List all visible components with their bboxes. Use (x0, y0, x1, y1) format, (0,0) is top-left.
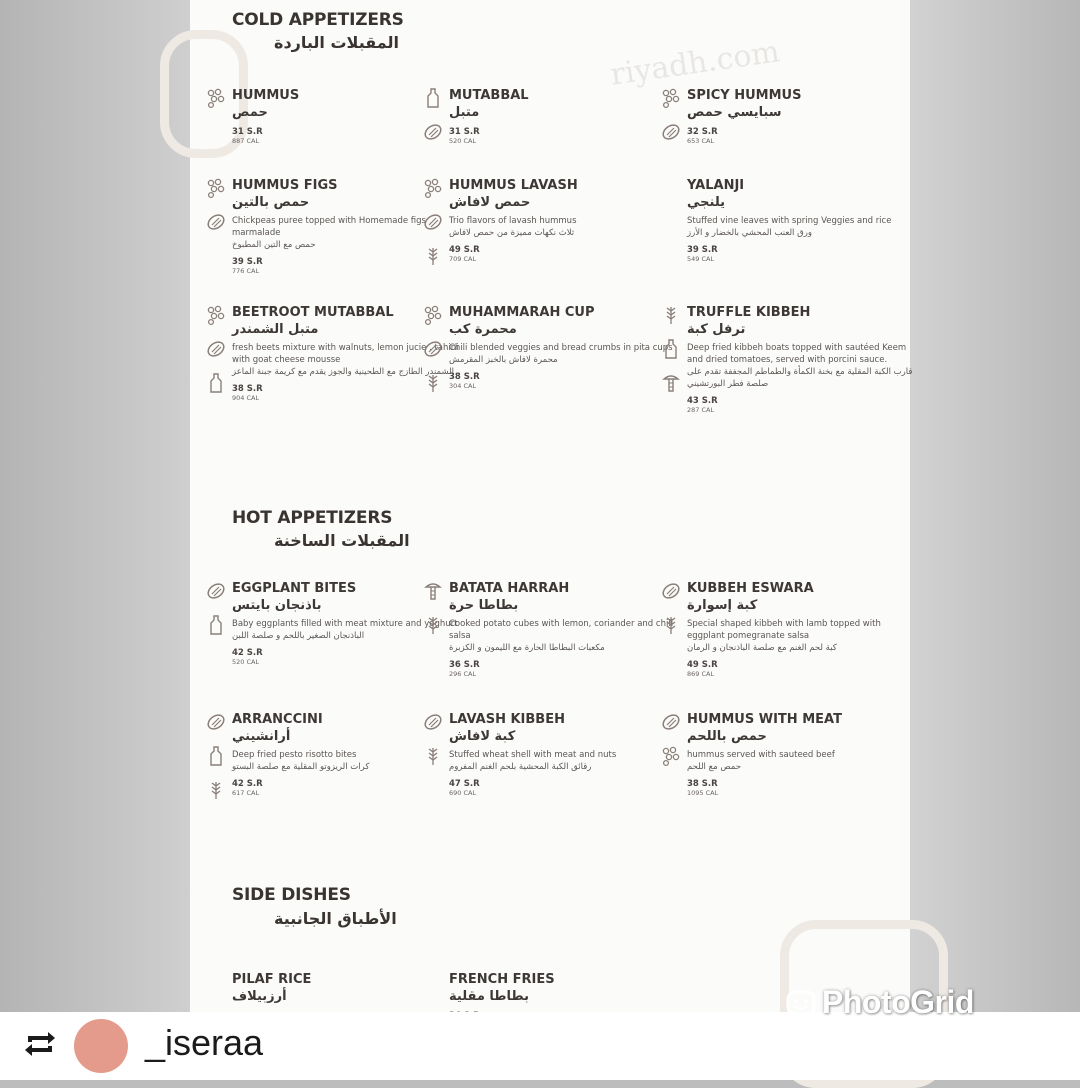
item-name-arabic: ترفل كبة (687, 322, 746, 337)
item-name: YALANJI (687, 178, 745, 193)
item-icons (423, 178, 445, 280)
item-name: LAVASH KIBBEH (449, 712, 565, 727)
item-calories: 304 CAL (449, 382, 477, 390)
wheat-icon (423, 615, 443, 635)
item-price: 49 S.R (449, 245, 480, 255)
bread-icon (206, 581, 226, 601)
wheat-icon (423, 246, 443, 266)
item-price: 36 S.R (449, 660, 480, 670)
item-description: Stuffed wheat shell with meat and nuts (449, 750, 617, 760)
menu-item (687, 88, 917, 145)
item-name: PILAF RICE (232, 972, 312, 987)
item-icons (206, 712, 228, 814)
item-price: 42 S.R (232, 779, 263, 789)
item-icons (423, 305, 445, 407)
chickpeas-icon (206, 88, 226, 108)
chickpeas-icon (206, 178, 226, 198)
bread-icon (206, 212, 226, 232)
item-name: MUTABBAL (449, 88, 529, 103)
item-price: 31 S.R (449, 127, 480, 137)
item-description-arabic: كبة لحم الغنم مع صلصة الباذنجان و الرمان (687, 643, 837, 653)
item-calories: 296 CAL (449, 670, 477, 678)
item-description: Cooked potato cubes with lemon, coriander and chili salsa (449, 619, 674, 641)
item-price: 42 S.R (232, 648, 263, 658)
bread-icon (423, 712, 443, 732)
item-icons (423, 88, 445, 156)
item-name: KUBBEH ESWARA (687, 581, 814, 596)
item-name: BEETROOT MUTABBAL (232, 305, 394, 320)
section-title-hot: HOT APPETIZERS (232, 508, 393, 528)
item-description-arabic: قارب الكبة المقلية مع بخنة الكمأة والطماطم المجففة تقدم على صلصة فطر البورتشيني (687, 367, 913, 389)
item-name: HUMMUS WITH MEAT (687, 712, 842, 727)
item-description-arabic: محمرة لافاش بالخبز المقرمش (449, 355, 558, 365)
bottle-icon (206, 746, 226, 766)
watermark-text: riyadh.com (608, 34, 782, 93)
bread-icon (661, 581, 681, 601)
item-icons (423, 712, 445, 780)
item-description: Chili blended veggies and bread crumbs in pita cups (449, 343, 673, 353)
bread-icon (206, 339, 226, 359)
item-description-arabic: الباذنجان الصغير باللحم و صلصة اللبن (232, 631, 365, 641)
item-icons (423, 581, 445, 649)
menu-item (232, 972, 462, 1011)
bread-icon (423, 212, 443, 232)
item-name: HUMMUS (232, 88, 300, 103)
section-title-hot-arabic: المقبلات الساخنة (274, 531, 410, 550)
item-name: TRUFFLE KIBBEH (687, 305, 811, 320)
item-name: MUHAMMARAH CUP (449, 305, 595, 320)
menu-item (687, 178, 917, 263)
photogrid-watermark (786, 984, 974, 1021)
item-description: Deep fried kibbeh boats topped with sautéed Keem and dried tomatoes, served with porcini sauce. (687, 343, 907, 365)
item-price: 31 S.R (232, 127, 263, 137)
item-description: Baby eggplants filled with meat mixture and yoghurt (232, 619, 458, 629)
wheat-icon (206, 780, 226, 800)
item-price: 39 S.R (687, 245, 718, 255)
item-name-arabic: بطاطا مقلية (449, 989, 529, 1004)
item-name-arabic: كبة لافاش (449, 729, 516, 744)
item-name: HUMMUS LAVASH (449, 178, 578, 193)
item-price: 38 S.R (449, 372, 480, 382)
item-calories: 904 CAL (232, 394, 260, 402)
item-calories: 520 CAL (232, 658, 260, 666)
chickpeas-icon (423, 178, 443, 198)
menu-item (449, 178, 679, 263)
item-calories: 887 CAL (232, 137, 260, 145)
item-name-arabic: حمص بالتين (232, 195, 310, 210)
item-price: 32 S.R (687, 127, 718, 137)
background-left (0, 0, 190, 1080)
item-icons (206, 88, 228, 122)
item-description-arabic: حمص مع اللحم (687, 762, 741, 772)
menu-item (449, 305, 679, 390)
item-name-arabic: محمرة كب (449, 322, 517, 337)
item-description: Stuffed vine leaves with spring Veggies and rice (687, 216, 892, 226)
item-name-arabic: بطاطا حرة (449, 598, 519, 613)
menu-page (190, 0, 913, 1012)
chickpeas-icon (661, 88, 681, 108)
item-price: 47 S.R (449, 779, 480, 789)
item-name-arabic: أرزبيلاف (232, 989, 287, 1004)
menu-item (449, 581, 679, 678)
item-calories: 1095 CAL (687, 789, 719, 797)
menu-item (687, 581, 917, 678)
item-calories: 709 CAL (449, 255, 477, 263)
item-name-arabic: حمص باللحم (687, 729, 767, 744)
chickpeas-icon (423, 305, 443, 325)
item-description-arabic: مكعبات البطاطا الحارة مع الليمون و الكزبرة (449, 643, 605, 653)
item-name: HUMMUS FIGS (232, 178, 338, 193)
bread-icon (423, 339, 443, 359)
item-price: 49 S.R (687, 660, 718, 670)
menu-item (687, 712, 917, 797)
item-calories: 869 CAL (687, 670, 715, 678)
mushroom-icon (661, 373, 681, 393)
item-calories: 776 CAL (232, 267, 260, 275)
bread-icon (206, 712, 226, 732)
section-title-cold: COLD APPETIZERS (232, 10, 404, 30)
item-name-arabic: كبة إسوارة (687, 598, 758, 613)
item-calories: 690 CAL (449, 789, 477, 797)
item-name-arabic: حمص لافاش (449, 195, 531, 210)
item-calories: 653 CAL (687, 137, 715, 145)
item-calories: 520 CAL (449, 137, 477, 145)
item-name: EGGPLANT BITES (232, 581, 357, 596)
item-name-arabic: حمص (232, 105, 268, 120)
wheat-icon (661, 305, 681, 325)
item-price: 39 S.R (232, 257, 263, 267)
item-name-arabic: متبل الشمندر (232, 322, 319, 337)
chickpeas-icon (206, 305, 226, 325)
item-description-arabic: حمص مع التين المطبوخ (232, 240, 316, 250)
item-description-arabic: ورق العنب المحشي بالخضار و الأرز (687, 228, 812, 238)
item-description: fresh beets mixture with walnuts, lemon jucie , tahini with goat cheese mousse (232, 343, 459, 365)
item-description-arabic: كرات الريزوتو المقلية مع صلصة البستو (232, 762, 370, 772)
menu-item (687, 305, 917, 414)
item-description: Deep fried pesto risotto bites (232, 750, 357, 760)
item-description-arabic: رقائق الكبة المحشية بلحم الغنم المفروم (449, 762, 592, 772)
bottle-icon (423, 88, 443, 108)
item-icons (661, 305, 683, 407)
item-description: Chickpeas puree topped with Homemade figs marmalade (232, 216, 426, 238)
item-calories: 617 CAL (232, 789, 260, 797)
bread-icon (423, 122, 443, 142)
item-calories: 287 CAL (687, 406, 715, 414)
repost-username[interactable]: _iseraa (145, 1022, 264, 1063)
chickpeas-icon (661, 746, 681, 766)
item-name-arabic: أرانشيني (232, 729, 291, 744)
menu-item (449, 88, 679, 145)
item-name-arabic: سبايسي حمص (687, 105, 782, 120)
mushroom-icon (423, 581, 443, 601)
item-name: ARRANCCINI (232, 712, 323, 727)
item-price: 38 S.R (232, 384, 263, 394)
photogrid-label: PhotoGrid (822, 984, 974, 1020)
bottle-icon (206, 373, 226, 393)
item-name-arabic: باذنجان بايتس (232, 598, 322, 613)
item-description: Trio flavors of lavash hummus (449, 216, 577, 226)
item-description: Special shaped kibbeh with lamb topped with eggplant pomegranate salsa (687, 619, 881, 641)
section-title-side-arabic: الأطباق الجانبية (274, 909, 397, 928)
item-description-arabic: ثلاث نكهات مميزة من حمص لافاش (449, 228, 575, 238)
section-title-side: SIDE DISHES (232, 885, 351, 905)
wheat-icon (661, 615, 681, 635)
item-calories: 549 CAL (687, 255, 715, 263)
bread-icon (661, 122, 681, 142)
item-name: FRENCH FRIES (449, 972, 555, 987)
item-description-arabic: الشمندر الطازج مع الطحينية والجوز يقدم مع كريمة جبنة الماعز (232, 367, 454, 377)
item-icons (206, 581, 228, 649)
bread-icon (661, 712, 681, 732)
item-icons (206, 305, 228, 407)
wheat-icon (423, 373, 443, 393)
item-price: 38 S.R (687, 779, 718, 789)
menu-item (449, 712, 679, 797)
item-price: 43 S.R (687, 396, 718, 406)
item-description: hummus served with sauteed beef (687, 750, 835, 760)
photogrid-logo-icon (786, 990, 816, 1016)
bottle-icon (661, 339, 681, 359)
item-icons (206, 178, 228, 246)
repost-icon[interactable] (22, 1026, 58, 1062)
item-name: BATATA HARRAH (449, 581, 570, 596)
item-name-arabic: يلنجي (687, 195, 726, 210)
background-right (910, 0, 1080, 1080)
item-icons (661, 581, 683, 649)
section-title-cold-arabic: المقبلات الباردة (274, 33, 399, 52)
item-name-arabic: متبل (449, 105, 480, 120)
wheat-icon (423, 746, 443, 766)
bottle-icon (206, 615, 226, 635)
avatar[interactable] (74, 1019, 128, 1073)
item-icons (661, 712, 683, 780)
item-name: SPICY HUMMUS (687, 88, 802, 103)
item-icons (661, 88, 683, 156)
